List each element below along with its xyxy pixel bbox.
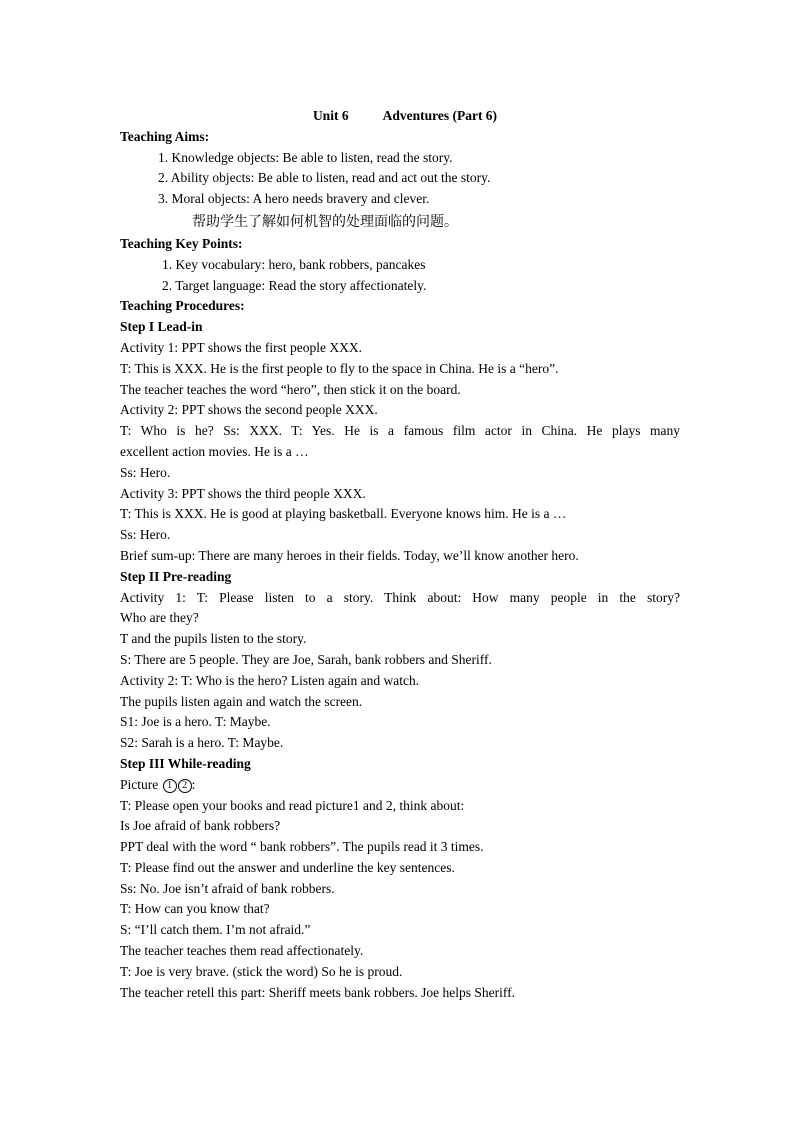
key-points-heading: Teaching Key Points:	[120, 235, 243, 251]
step2-line: S1: Joe is a hero. T: Maybe.	[120, 714, 271, 730]
step2-line: The pupils listen again and watch the screen.	[120, 693, 363, 709]
aim-item-3: 3. Moral objects: A hero needs bravery and clever.	[158, 191, 430, 207]
step1-line: Ss: Hero.	[120, 527, 171, 543]
key-point-1: 1. Key vocabulary: hero, bank robbers, pancakes	[162, 256, 426, 272]
step3-line: T: Please open your books and read picture1 and 2, think about:	[120, 797, 465, 813]
step2-line: Who are they?	[120, 610, 199, 626]
step1-line: Activity 2: PPT shows the second people XXX.	[120, 402, 378, 418]
step1-line: T: This is XXX. He is good at playing basketball. Everyone knows him. He is a …	[120, 506, 567, 522]
picture-label: Picture	[120, 776, 159, 792]
step3-line: Is Joe afraid of bank robbers?	[120, 818, 281, 834]
step2-line: T and the pupils listen to the story.	[120, 631, 307, 647]
step1-line: Activity 1: PPT shows the first people XXX.	[120, 339, 362, 355]
step1-line: Activity 3: PPT shows the third people XXX.	[120, 485, 366, 501]
aims-chinese-note: 帮助学生了解如何机智的处理面临的问题。	[192, 213, 458, 230]
step1-line: T: Who is he? Ss: XXX. T: Yes. He is a famous film actor in China. He plays many	[120, 423, 680, 439]
step2-line: S2: Sarah is a hero. T: Maybe.	[120, 735, 284, 751]
step3-heading: Step III While-reading	[120, 755, 251, 771]
step1-line: excellent action movies. He is a …	[120, 443, 309, 459]
step3-line: The teacher retell this part: Sheriff meets bank robbers. Joe helps Sheriff.	[120, 984, 516, 1000]
aim-item-2: 2. Ability objects: Be able to listen, read and act out the story.	[158, 170, 491, 186]
lesson-plan-page	[120, 106, 680, 1003]
step1-heading: Step I Lead-in	[120, 319, 203, 335]
step2-line: Activity 1: T: Please listen to a story. Think about: How many people in the story?	[120, 589, 680, 605]
step3-line: T: Joe is very brave. (stick the word) So he is proud.	[120, 963, 403, 979]
step2-line: S: There are 5 people. They are Joe, Sarah, bank robbers and Sheriff.	[120, 651, 492, 667]
step3-line: The teacher teaches them read affectionately.	[120, 943, 364, 959]
procedures-heading: Teaching Procedures:	[120, 298, 245, 314]
page-title	[120, 106, 680, 127]
step3-line: PPT deal with the word “ bank robbers”. The pupils read it 3 times.	[120, 839, 484, 855]
step1-line: The teacher teaches the word “hero”, then stick it on the board.	[120, 381, 461, 397]
aims-heading: Teaching Aims:	[120, 128, 210, 144]
title-name: Adventures (Part 6)	[382, 108, 498, 123]
step3-line: S: “I’ll catch them. I’m not afraid.”	[120, 922, 311, 938]
aim-item-1: 1. Knowledge objects: Be able to listen, read the story.	[158, 149, 453, 165]
step3-line: Ss: No. Joe isn’t afraid of bank robbers.	[120, 880, 335, 896]
picture-line: Picture 1 2 :	[120, 776, 196, 792]
step1-line: Ss: Hero.	[120, 464, 171, 480]
step2-heading: Step II Pre-reading	[120, 568, 232, 584]
step2-line: Activity 2: T: Who is the hero? Listen again and watch.	[120, 672, 420, 688]
step1-line: T: This is XXX. He is the first people to fly to the space in China. He is a “hero”.	[120, 360, 559, 376]
circled-number-1: 1	[163, 779, 177, 793]
step3-line: T: How can you know that?	[120, 901, 270, 917]
step1-line: Brief sum-up: There are many heroes in their fields. Today, we’ll know another hero.	[120, 547, 579, 563]
title-unit: Unit 6	[312, 108, 349, 123]
circled-number-2: 2	[178, 779, 192, 793]
step3-line: T: Please find out the answer and underline the key sentences.	[120, 859, 455, 875]
key-point-2: 2. Target language: Read the story affectionately.	[162, 277, 427, 293]
